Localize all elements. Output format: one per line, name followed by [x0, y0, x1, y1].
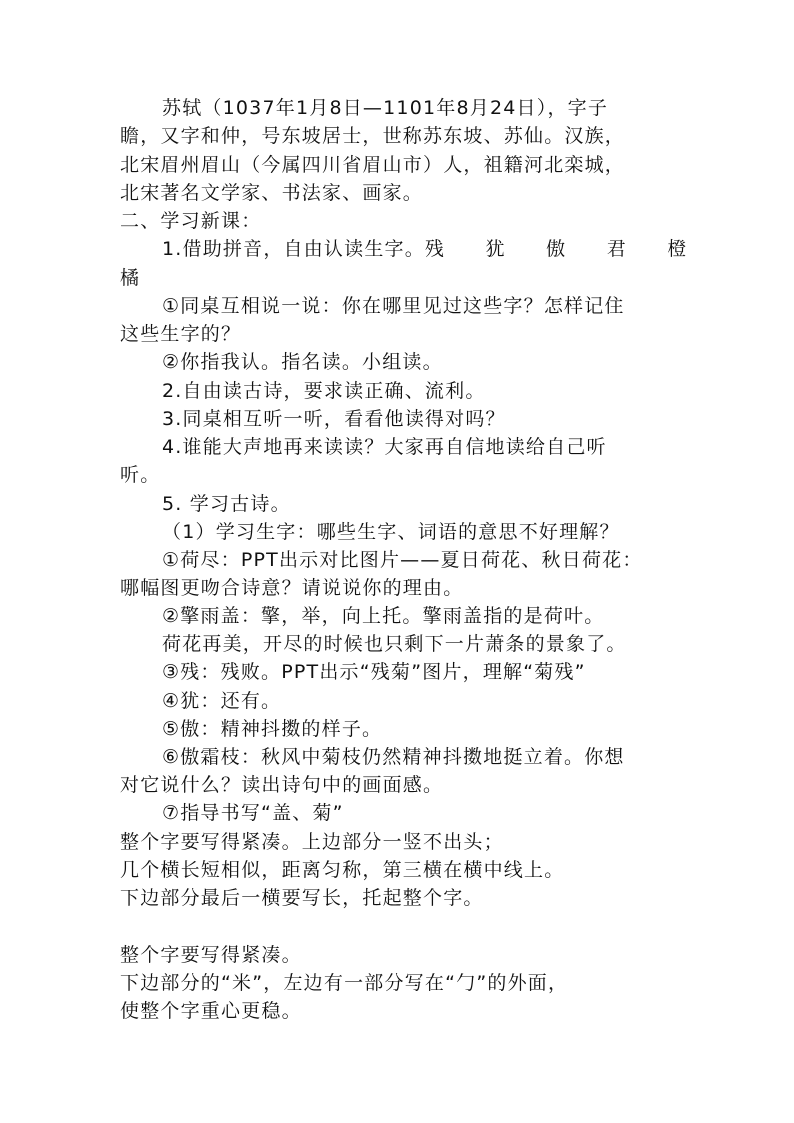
- text-line: 北宋著名文学家、书法家、画家。: [120, 182, 424, 204]
- text-line: 橘: [120, 267, 141, 289]
- text-line: ②你指我认。指名读。小组读。: [162, 351, 443, 373]
- text-line: 2.自由读古诗，要求读正确、流利。: [162, 380, 486, 402]
- text-line: ⑦指导书写“盖、菊”: [162, 802, 344, 824]
- text-line: 下边部分的“米”，左边有一部分写在“勹”的外面，: [120, 972, 569, 994]
- text-line: 这些生字的？: [120, 323, 242, 345]
- text-line: 苏轼（1037年1月8日—1101年8月24日），字子: [162, 97, 609, 119]
- text-line: ④犹：还有。: [162, 690, 282, 712]
- text-line: 4.谁能大声地再来读读？大家再自信地读给自己听: [162, 436, 607, 458]
- text-line: ①荷尽：PPT出示对比图片——夏日荷花、秋日荷花：: [162, 549, 643, 571]
- text-line: 整个字要写得紧凑。上边部分一竖不出头；: [120, 831, 504, 853]
- text-line: 下边部分最后一横要写长，托起整个字。: [120, 887, 484, 909]
- section-heading: 二、学习新课：: [120, 210, 262, 232]
- text-line: 几个横长短相似，距离匀称，第三横在横中线上。: [120, 859, 565, 881]
- text-line: 整个字要写得紧凑。: [120, 944, 302, 966]
- text-line: 哪幅图更吻合诗意？请说说你的理由。: [120, 577, 464, 599]
- text-line: 荷花再美，开尽的时候也只剩下一片萧条的景象了。: [162, 633, 627, 655]
- text-line: （1）学习生字：哪些生字、词语的意思不好理解？: [162, 521, 620, 543]
- text-line: 5. 学习古诗。: [162, 493, 291, 515]
- text-line: 对它说什么？读出诗句中的画面感。: [120, 774, 444, 796]
- text-line: 1.借助拼音，自由认读生字。残 犹 傲 君 橙: [162, 238, 688, 260]
- text-line: ③残：残败。PPT出示“残菊”图片，理解“菊残”: [162, 661, 586, 683]
- text-line: ②擎雨盖：擎，举，向上托。擎雨盖指的是荷叶。: [162, 605, 605, 627]
- text-line: 3.同桌相互听一听，看看他读得对吗？: [162, 408, 506, 430]
- text-line: 使整个字重心更稳。: [120, 1000, 302, 1022]
- text-line: ⑤傲：精神抖擞的样子。: [162, 718, 383, 740]
- text-line: 听。: [120, 464, 161, 486]
- text-line: 北宋眉州眉山（今属四川省眉山市）人，祖籍河北栾城，: [120, 154, 626, 176]
- text-line: 瞻，又字和仲，号东坡居士，世称苏东坡、苏仙。汉族，: [120, 125, 626, 147]
- text-line: ①同桌互相说一说：你在哪里见过这些字？怎样记住: [162, 295, 625, 317]
- text-line: ⑥傲霜枝：秋风中菊枝仍然精神抖擞地挺立着。你想: [162, 746, 625, 768]
